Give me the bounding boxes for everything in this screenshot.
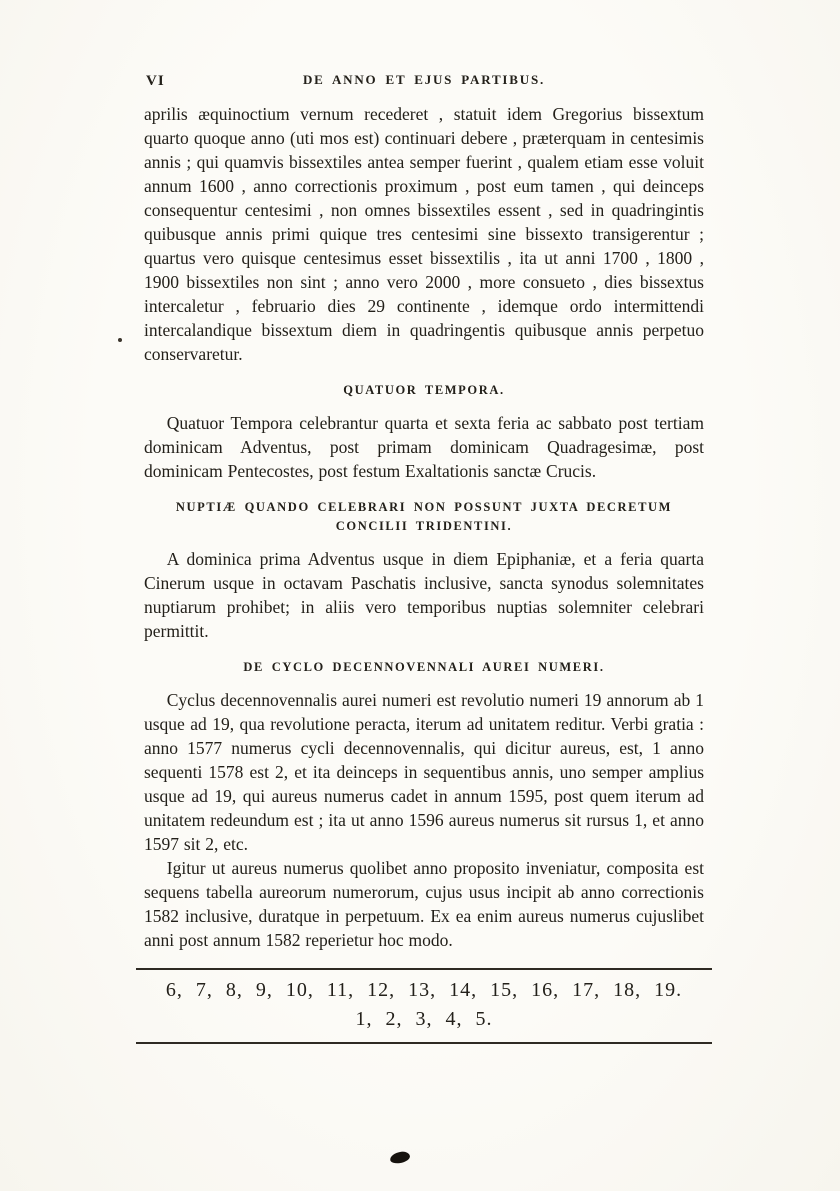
golden-number-table xyxy=(144,968,704,1044)
paragraph-cyclo-2: Igitur ut aureus numerus quolibet anno proposito inveniatur, composita est sequens tabella aureorum numerorum, cujus usus incipit ab anno correctionis 1582 inclusive, duratque in perpetuum. Ex ea enim aureus numerus cujuslibet anni post annum 1582 reperietur hoc modo. xyxy=(144,858,704,950)
paragraph-bissextile-rule: aprilis æquinoctium vernum recederet , statuit idem Gregorius bissextum quarto quoque anno (uti mos est) continuari debere , præterquam in centesimis annis ; qui quamvis bissextiles antea semper fuerint , qualem etiam esse voluit annum 1600 , anno correctionis proximum , post eum tamen , qui deinceps consequentur centesimi , non omnes bissextiles essent , sed in quadringintis quibusque annis primi quique tres centesimi sine bissexto transigerentur ; quartus vero quisque centesimus esset bissextilis , ita ut anni 1700 , 1800 , 1900 bissextiles non sint ; anno vero 2000 , more consueto , dies bissextus intercaletur , februario dies 29 continente , idemque ordo intermittendi intercalandique bissextum diem in quadringentis quibusque annis perpetuo conservaretur. xyxy=(144,104,704,364)
heading-nuptiae xyxy=(144,498,704,536)
running-title: DE ANNO ET EJUS PARTIBUS. xyxy=(302,72,546,87)
paragraph-nuptiae: A dominica prima Adventus usque in diem Epiphaniæ, et a feria quarta Cinerum usque in octavam Paschatis inclusive, sancta synodus solemnitates nuptiarum prohibet; in aliis vero temporibus nuptias solemniter celebrari permittit. xyxy=(144,549,704,641)
heading-quatuor-tempora: QUATUOR TEMPORA. xyxy=(343,383,505,397)
heading-nuptiae-line1: NUPTIÆ QUANDO CELEBRARI NON POSSUNT JUXTA DECRETUM xyxy=(175,500,673,514)
page-header xyxy=(144,72,704,92)
golden-number-rows xyxy=(144,970,704,1042)
paragraph-quatuor-tempora: Quatuor Tempora celebrantur quarta et sexta feria ac sabbato post tertiam dominicam Adventus, post primam dominicam Quadragesimæ, post dominicam Pentecostes, post festum Exaltationis sanctæ Crucis. xyxy=(144,413,704,481)
heading-nuptiae-line2: CONCILII TRIDENTINI. xyxy=(335,519,513,533)
golden-number-row-2: 1, 2, 3, 4, 5. xyxy=(355,1008,493,1030)
stray-ink-dot-artifact xyxy=(118,338,122,342)
table-rule-bottom xyxy=(136,1042,712,1044)
page-number: VI xyxy=(146,73,165,89)
text-column xyxy=(144,72,704,1044)
heading-cyclo-decennovennali: DE CYCLO DECENNOVENNALI AUREI NUMERI. xyxy=(243,660,605,674)
ink-smudge-artifact xyxy=(389,1151,410,1165)
golden-number-row-1: 6, 7, 8, 9, 10, 11, 12, 13, 14, 15, 16, 17, 18, 19. xyxy=(165,979,683,1001)
paragraph-cyclo-1: Cyclus decennovennalis aurei numeri est revolutio numeri 19 annorum ab 1 usque ad 19, qua revolutione peracta, iterum ad unitatem reditur. Verbi gratia : anno 1577 numerus cycli decennovennalis, qui dicitur aureus, est, 1 anno sequenti 1578 est 2, et ita deinceps in sequentibus annis, uno semper amplius usque ad 19, qui aureus numerus cadet in annum 1595, post quem iterum ad unitatem redeundum est ; ita ut anno 1596 aureus numerus sit rursus 1, et anno 1597 sit 2, etc. xyxy=(144,690,704,854)
